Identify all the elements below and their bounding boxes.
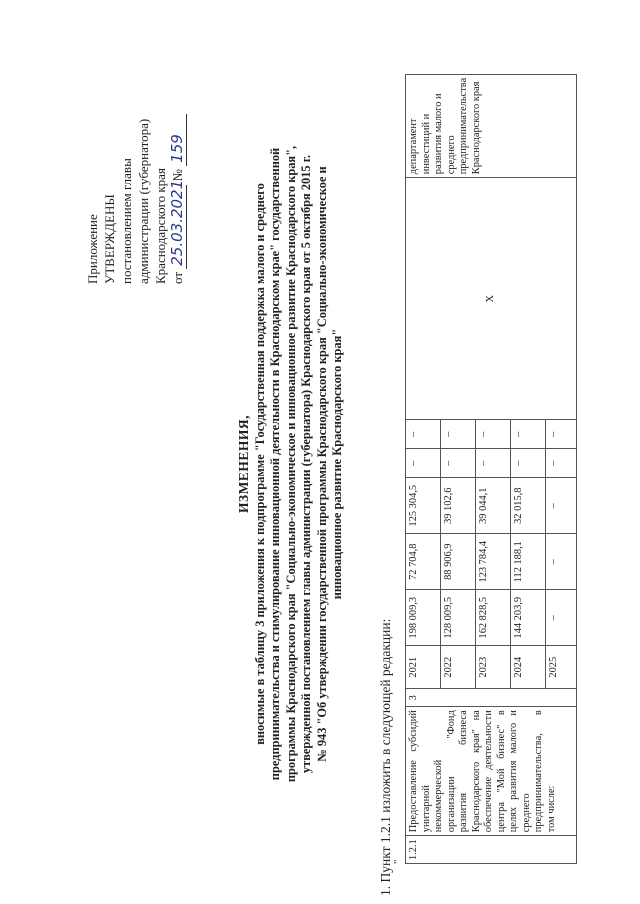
handwritten-number: 159 [168,134,186,163]
dash-cell: – [406,420,441,449]
heading-title: ИЗМЕНЕНИЯ, [236,415,251,514]
approved-label: УТВЕРЖДЕНЫ [102,194,117,284]
column-3-value: 3 [406,689,577,707]
budget-2-cell: 39 044,1 [476,478,511,534]
table-row [406,74,441,863]
heading-line: предпринимательства и стимулирование инновационной деятельности в Краснодарском крае" государственной [268,147,282,781]
budget-2-cell: 39 102,6 [441,478,476,534]
budget-1-cell: 72 704,8 [406,534,441,590]
total-cell: 198 009,3 [406,590,441,646]
budget-2-cell: – [546,478,577,534]
approval-line-3: Краснодарского края [153,168,168,284]
appendix-block [84,24,187,284]
dash-cell: – [406,449,441,478]
dash-cell: – [546,449,577,478]
dash-cell: – [546,420,577,449]
measures-table [405,74,577,864]
budget-1-cell: – [546,534,577,590]
heading-line: программы Краснодарского края "Социально-экономическое и инновационное развитие Краснодарского края", [283,145,298,783]
approval-line-1: постановлением главы [119,158,134,284]
approval-date-line [169,24,187,284]
budget-2-cell: 125 304,5 [406,478,441,534]
approval-line-2: администрации (губернатора) [136,118,151,284]
total-cell: – [546,590,577,646]
appendix-title: Приложение [85,214,100,284]
dash-cell: – [476,449,511,478]
dash-cell: – [511,449,546,478]
dash-cell: – [511,420,546,449]
dash-cell: – [476,420,511,449]
opening-quote: " [392,859,404,864]
point-instruction: 1. Пункт 1.2.1 изложить в следующей редакции: [378,618,393,896]
from-label: от [170,271,185,284]
result-mark: Х [406,178,577,420]
item-description: Предоставление субсидий унитарной некоммерческой организации "Фонд развития бизнеса Краснодарского края" на обеспечение деятельности центра "Мой бизнес" в целях развития малого и среднего предпринимательства, в том числе: [406,707,577,836]
total-cell: 128 009,5 [441,590,476,646]
year-cell: 2021 [406,646,441,689]
heading-line: утвержденной постановлением главы администрации (губернатора) Краснодарского края от 5 октября 2015 г. [299,154,313,774]
executor-cell: департамент инвестиций и развития малого и среднего предпринимательства Краснодарского края [406,74,577,177]
item-number: 1.2.1 [406,836,577,864]
dash-cell: – [441,420,476,449]
heading-line: вносимые в таблицу 3 приложения к подпрограмме "Государственная поддержка малого и среднего [252,183,267,745]
dash-cell: – [441,449,476,478]
budget-1-cell: 123 784,4 [476,534,511,590]
year-cell: 2023 [476,646,511,689]
heading-line: № 943 "Об утверждении государственной программы Краснодарского края "Социально-экономическое и [314,166,329,762]
budget-1-cell: 112 188,1 [511,534,546,590]
year-cell: 2025 [546,646,577,689]
year-cell: 2022 [441,646,476,689]
year-cell: 2024 [511,646,546,689]
total-cell: 162 828,5 [476,590,511,646]
heading-line: инновационное развитие Краснодарского края" [330,328,344,600]
budget-2-cell: 32 015,8 [511,478,546,534]
total-cell: 144 203,9 [511,590,546,646]
changes-heading [236,124,346,804]
handwritten-date: 25.03.2021 [168,179,186,266]
number-sign: № [170,169,185,182]
budget-1-cell: 88 906,9 [441,534,476,590]
